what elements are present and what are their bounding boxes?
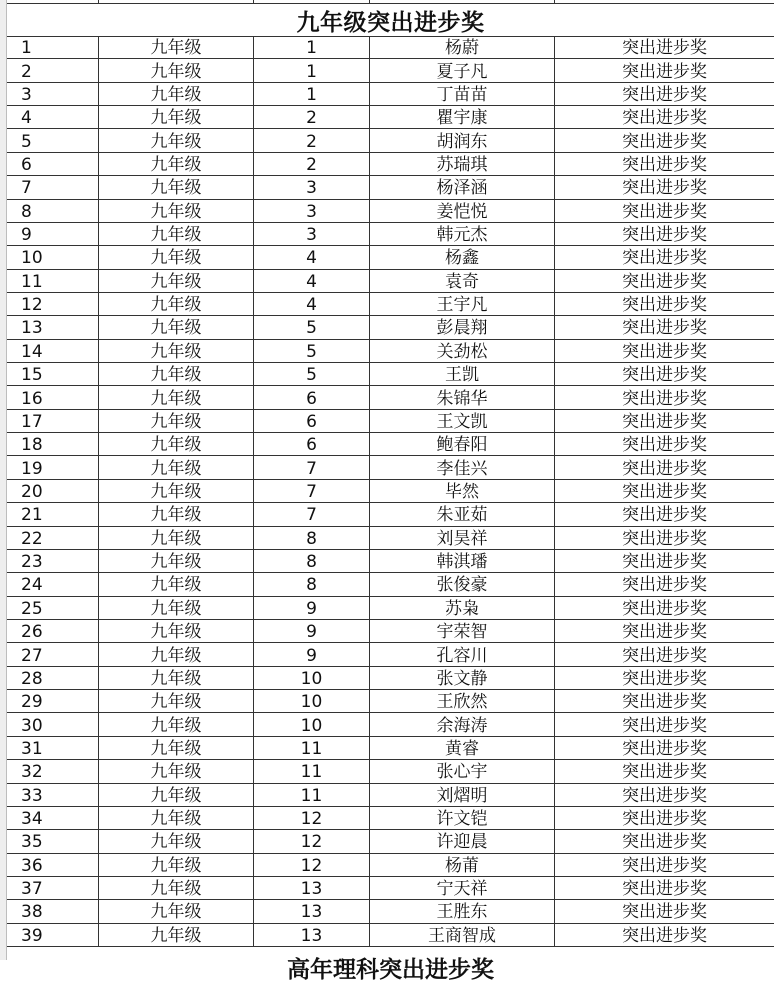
- class-cell[interactable]: 13: [253, 900, 369, 922]
- next-section-title-row[interactable]: [7, 948, 774, 983]
- student-name-cell[interactable]: 李佳兴: [369, 456, 554, 478]
- grade-cell[interactable]: 九年级: [98, 200, 253, 222]
- student-name-cell[interactable]: 张心宇: [369, 760, 554, 782]
- row-number-cell[interactable]: 16: [21, 388, 43, 409]
- student-name-cell[interactable]: 关劲松: [369, 340, 554, 362]
- row-number-cell[interactable]: 18: [21, 435, 43, 456]
- award-cell[interactable]: 突出进步奖: [554, 924, 774, 946]
- row-number-cell[interactable]: 4: [21, 108, 32, 129]
- row-number-cell[interactable]: 31: [21, 738, 43, 759]
- class-cell[interactable]: 10: [253, 713, 369, 735]
- student-name-cell[interactable]: 宁天祥: [369, 877, 554, 899]
- grade-cell[interactable]: 九年级: [98, 573, 253, 595]
- next-section-title: 高年理科突出进步奖: [287, 957, 494, 983]
- table-row[interactable]: [7, 573, 774, 596]
- grade-cell[interactable]: 九年级: [98, 480, 253, 502]
- table-row[interactable]: [7, 760, 774, 783]
- row-number-cell[interactable]: 35: [21, 832, 43, 853]
- student-name-cell[interactable]: 胡润东: [369, 129, 554, 151]
- row-header-gutter: [0, 0, 7, 960]
- student-name-cell[interactable]: 杨泽涵: [369, 176, 554, 198]
- student-name-cell[interactable]: 张文静: [369, 667, 554, 689]
- grade-cell[interactable]: 九年级: [98, 690, 253, 712]
- grade-cell[interactable]: 九年级: [98, 59, 253, 81]
- award-cell[interactable]: 突出进步奖: [554, 59, 774, 81]
- row-number-cell[interactable]: 25: [21, 598, 43, 619]
- grade-cell[interactable]: 九年级: [98, 106, 253, 128]
- table-row[interactable]: [7, 36, 774, 59]
- award-cell[interactable]: 突出进步奖: [554, 363, 774, 385]
- table-row[interactable]: [7, 59, 774, 82]
- row-number-cell[interactable]: 24: [21, 575, 43, 596]
- student-name-cell[interactable]: 余海涛: [369, 713, 554, 735]
- section-title-row[interactable]: [7, 4, 774, 37]
- row-number-cell[interactable]: 13: [21, 318, 43, 339]
- student-name-cell[interactable]: 杨莆: [369, 854, 554, 876]
- award-cell[interactable]: 突出进步奖: [554, 667, 774, 689]
- award-cell[interactable]: 突出进步奖: [554, 527, 774, 549]
- student-name-cell[interactable]: 姜恺悦: [369, 200, 554, 222]
- class-cell[interactable]: 5: [253, 340, 369, 362]
- table-row[interactable]: [7, 480, 774, 503]
- class-cell[interactable]: 2: [253, 106, 369, 128]
- class-cell[interactable]: 9: [253, 643, 369, 665]
- grade-cell[interactable]: 九年级: [98, 129, 253, 151]
- award-cell[interactable]: 突出进步奖: [554, 293, 774, 315]
- student-name-cell[interactable]: 张俊豪: [369, 573, 554, 595]
- row-number-cell[interactable]: 1: [21, 38, 32, 59]
- section-title: 九年级突出进步奖: [296, 9, 485, 36]
- row-number-cell[interactable]: 11: [21, 271, 43, 292]
- class-cell[interactable]: 3: [253, 223, 369, 245]
- class-cell[interactable]: 6: [253, 386, 369, 408]
- student-name-cell[interactable]: 宇荣智: [369, 620, 554, 642]
- grade-cell[interactable]: 九年级: [98, 293, 253, 315]
- class-cell[interactable]: 1: [253, 59, 369, 81]
- grade-cell[interactable]: 九年级: [98, 36, 253, 58]
- row-number-cell[interactable]: 10: [21, 248, 43, 269]
- class-cell[interactable]: 11: [253, 737, 369, 759]
- row-number-cell[interactable]: 38: [21, 902, 43, 923]
- award-cell[interactable]: 突出进步奖: [554, 316, 774, 338]
- class-cell[interactable]: 6: [253, 410, 369, 432]
- class-cell[interactable]: 12: [253, 807, 369, 829]
- grade-cell[interactable]: 九年级: [98, 246, 253, 268]
- table-row[interactable]: [7, 386, 774, 409]
- award-cell[interactable]: 突出进步奖: [554, 83, 774, 105]
- table-row[interactable]: [7, 784, 774, 807]
- table-row[interactable]: [7, 900, 774, 923]
- class-cell[interactable]: 2: [253, 129, 369, 151]
- table-row[interactable]: [7, 410, 774, 433]
- award-cell[interactable]: 突出进步奖: [554, 106, 774, 128]
- table-row[interactable]: [7, 456, 774, 479]
- class-cell[interactable]: 9: [253, 620, 369, 642]
- row-number-cell[interactable]: 32: [21, 762, 43, 783]
- row-number-cell[interactable]: 23: [21, 552, 43, 573]
- award-cell[interactable]: 突出进步奖: [554, 36, 774, 58]
- award-cell[interactable]: 突出进步奖: [554, 737, 774, 759]
- award-cell[interactable]: 突出进步奖: [554, 433, 774, 455]
- row-number-cell[interactable]: 20: [21, 482, 43, 502]
- class-cell[interactable]: 13: [253, 877, 369, 899]
- row-number-cell[interactable]: 6: [21, 154, 32, 175]
- award-cell[interactable]: 突出进步奖: [554, 176, 774, 198]
- row-number-cell[interactable]: 27: [21, 645, 43, 666]
- award-cell[interactable]: 突出进步奖: [554, 854, 774, 876]
- table-row[interactable]: [7, 223, 774, 246]
- row-number-cell[interactable]: 3: [21, 84, 32, 105]
- award-cell[interactable]: 突出进步奖: [554, 246, 774, 268]
- grade-cell[interactable]: 九年级: [98, 527, 253, 549]
- table-row[interactable]: [7, 807, 774, 830]
- table-row[interactable]: [7, 176, 774, 199]
- grade-cell[interactable]: 九年级: [98, 83, 253, 105]
- class-cell[interactable]: 3: [253, 176, 369, 198]
- student-name-cell[interactable]: 王欣然: [369, 690, 554, 712]
- grade-cell[interactable]: 九年级: [98, 386, 253, 408]
- row-number-cell[interactable]: 30: [21, 715, 43, 736]
- student-name-cell[interactable]: 杨鑫: [369, 246, 554, 268]
- row-number-cell[interactable]: 36: [21, 855, 43, 876]
- table-row[interactable]: [7, 527, 774, 550]
- table-row[interactable]: [7, 433, 774, 456]
- grade-cell[interactable]: 九年级: [98, 410, 253, 432]
- grade-cell[interactable]: 九年级: [98, 713, 253, 735]
- student-name-cell[interactable]: 王胜东: [369, 900, 554, 922]
- class-cell[interactable]: 8: [253, 573, 369, 595]
- class-cell[interactable]: 7: [253, 503, 369, 525]
- table-row[interactable]: [7, 854, 774, 877]
- award-cell[interactable]: 突出进步奖: [554, 900, 774, 922]
- grade-cell[interactable]: 九年级: [98, 667, 253, 689]
- grade-cell[interactable]: 九年级: [98, 223, 253, 245]
- row-number-cell[interactable]: 7: [21, 178, 32, 199]
- grade-cell[interactable]: 九年级: [98, 340, 253, 362]
- row-number-cell[interactable]: 37: [21, 879, 43, 900]
- class-cell[interactable]: 4: [253, 270, 369, 292]
- student-name-cell[interactable]: 丁苗苗: [369, 83, 554, 105]
- class-cell[interactable]: 8: [253, 550, 369, 572]
- class-cell[interactable]: 10: [253, 667, 369, 689]
- student-name-cell[interactable]: 许文铠: [369, 807, 554, 829]
- award-cell[interactable]: 突出进步奖: [554, 200, 774, 222]
- class-cell[interactable]: 4: [253, 246, 369, 268]
- award-cell[interactable]: 突出进步奖: [554, 129, 774, 151]
- award-cell[interactable]: 突出进步奖: [554, 877, 774, 899]
- class-cell[interactable]: 6: [253, 433, 369, 455]
- grade-cell[interactable]: 九年级: [98, 643, 253, 665]
- class-cell[interactable]: 5: [253, 363, 369, 385]
- class-cell[interactable]: 7: [253, 480, 369, 502]
- table-row[interactable]: [7, 316, 774, 339]
- grade-cell[interactable]: 九年级: [98, 176, 253, 198]
- row-number-cell[interactable]: 19: [21, 458, 43, 479]
- award-cell[interactable]: 突出进步奖: [554, 713, 774, 735]
- student-name-cell[interactable]: 袁奇: [369, 270, 554, 292]
- grade-cell[interactable]: 九年级: [98, 550, 253, 572]
- award-cell[interactable]: 突出进步奖: [554, 573, 774, 595]
- grade-cell[interactable]: 九年级: [98, 597, 253, 619]
- class-cell[interactable]: 5: [253, 316, 369, 338]
- class-cell[interactable]: 11: [253, 784, 369, 806]
- class-cell[interactable]: 4: [253, 293, 369, 315]
- grade-cell[interactable]: 九年级: [98, 784, 253, 806]
- award-cell[interactable]: 突出进步奖: [554, 340, 774, 362]
- row-number-cell[interactable]: 5: [21, 131, 32, 152]
- table-row[interactable]: [7, 667, 774, 690]
- student-name-cell[interactable]: 韩淇璠: [369, 550, 554, 572]
- grade-cell[interactable]: 九年级: [98, 830, 253, 852]
- table-row[interactable]: [7, 293, 774, 316]
- table-row[interactable]: [7, 129, 774, 152]
- table-row[interactable]: [7, 106, 774, 129]
- table-row[interactable]: [7, 643, 774, 666]
- student-name-cell[interactable]: 王商智成: [369, 924, 554, 946]
- award-cell[interactable]: 突出进步奖: [554, 690, 774, 712]
- table-row[interactable]: [7, 340, 774, 363]
- award-cell[interactable]: 突出进步奖: [554, 550, 774, 572]
- award-cell[interactable]: 突出进步奖: [554, 153, 774, 175]
- grade-cell[interactable]: 九年级: [98, 854, 253, 876]
- class-cell[interactable]: 1: [253, 36, 369, 58]
- student-name-cell[interactable]: 王文凯: [369, 410, 554, 432]
- grade-cell[interactable]: 九年级: [98, 270, 253, 292]
- row-number-cell[interactable]: 21: [21, 505, 43, 526]
- class-cell[interactable]: 2: [253, 153, 369, 175]
- table-row[interactable]: [7, 550, 774, 573]
- row-number-cell[interactable]: 12: [21, 295, 43, 316]
- table-row[interactable]: [7, 83, 774, 106]
- award-cell[interactable]: 突出进步奖: [554, 456, 774, 478]
- table-row[interactable]: [7, 200, 774, 223]
- award-cell[interactable]: 突出进步奖: [554, 223, 774, 245]
- student-name-cell[interactable]: 朱亚茹: [369, 503, 554, 525]
- class-cell[interactable]: 13: [253, 924, 369, 946]
- row-number-cell[interactable]: 39: [21, 925, 43, 946]
- grade-cell[interactable]: 九年级: [98, 900, 253, 922]
- grade-cell[interactable]: 九年级: [98, 363, 253, 385]
- table-row[interactable]: [7, 924, 774, 947]
- award-cell[interactable]: 突出进步奖: [554, 830, 774, 852]
- student-name-cell[interactable]: 许迎晨: [369, 830, 554, 852]
- award-cell[interactable]: 突出进步奖: [554, 620, 774, 642]
- class-cell[interactable]: 7: [253, 456, 369, 478]
- grade-cell[interactable]: 九年级: [98, 620, 253, 642]
- grade-cell[interactable]: 九年级: [98, 760, 253, 782]
- grade-cell[interactable]: 九年级: [98, 924, 253, 946]
- award-cell[interactable]: 突出进步奖: [554, 503, 774, 525]
- class-cell[interactable]: 9: [253, 597, 369, 619]
- grade-cell[interactable]: 九年级: [98, 737, 253, 759]
- award-cell[interactable]: 突出进步奖: [554, 643, 774, 665]
- row-number-cell[interactable]: 15: [21, 365, 43, 386]
- table-row[interactable]: [7, 270, 774, 293]
- table-row[interactable]: [7, 503, 774, 526]
- student-name-cell[interactable]: 瞿宇康: [369, 106, 554, 128]
- grade-cell[interactable]: 九年级: [98, 877, 253, 899]
- table-row[interactable]: [7, 690, 774, 713]
- row-number-cell[interactable]: 9: [21, 225, 32, 246]
- award-cell[interactable]: 突出进步奖: [554, 760, 774, 782]
- class-cell[interactable]: 11: [253, 760, 369, 782]
- class-cell[interactable]: 3: [253, 200, 369, 222]
- student-name-cell[interactable]: 杨蔚: [369, 36, 554, 58]
- grade-cell[interactable]: 九年级: [98, 456, 253, 478]
- table-row[interactable]: [7, 620, 774, 643]
- student-name-cell[interactable]: 夏子凡: [369, 59, 554, 81]
- row-number-cell[interactable]: 33: [21, 785, 43, 806]
- row-number-cell[interactable]: 28: [21, 668, 43, 689]
- class-cell[interactable]: 8: [253, 527, 369, 549]
- student-name-cell[interactable]: 苏枭: [369, 597, 554, 619]
- table-row[interactable]: [7, 830, 774, 853]
- row-number-cell[interactable]: 22: [21, 528, 43, 549]
- award-cell[interactable]: 突出进步奖: [554, 386, 774, 408]
- class-cell[interactable]: 12: [253, 830, 369, 852]
- table-row[interactable]: [7, 737, 774, 760]
- student-name-cell[interactable]: 刘昊祥: [369, 527, 554, 549]
- row-number-cell[interactable]: 17: [21, 411, 43, 432]
- row-number-cell[interactable]: 2: [21, 61, 32, 82]
- table-row[interactable]: [7, 246, 774, 269]
- student-name-cell[interactable]: 朱锦华: [369, 386, 554, 408]
- student-name-cell[interactable]: 鲍春阳: [369, 433, 554, 455]
- class-cell[interactable]: 1: [253, 83, 369, 105]
- award-cell[interactable]: 突出进步奖: [554, 270, 774, 292]
- student-name-cell[interactable]: 王宇凡: [369, 293, 554, 315]
- grade-cell[interactable]: 九年级: [98, 316, 253, 338]
- award-cell[interactable]: 突出进步奖: [554, 597, 774, 619]
- award-cell[interactable]: 突出进步奖: [554, 807, 774, 829]
- award-cell[interactable]: 突出进步奖: [554, 784, 774, 806]
- student-name-cell[interactable]: 孔容川: [369, 643, 554, 665]
- class-cell[interactable]: 12: [253, 854, 369, 876]
- row-number-cell[interactable]: 26: [21, 622, 43, 643]
- student-name-cell[interactable]: 毕然: [369, 480, 554, 502]
- student-name-cell[interactable]: 刘熠明: [369, 784, 554, 806]
- student-name-cell[interactable]: 彭晨翔: [369, 316, 554, 338]
- class-cell[interactable]: 10: [253, 690, 369, 712]
- award-table: [7, 36, 774, 947]
- table-row[interactable]: [7, 597, 774, 620]
- grade-cell[interactable]: 九年级: [98, 503, 253, 525]
- row-number-cell[interactable]: 8: [21, 201, 32, 222]
- table-row[interactable]: [7, 153, 774, 176]
- table-row[interactable]: [7, 877, 774, 900]
- row-number-cell[interactable]: 34: [21, 809, 43, 830]
- grade-cell[interactable]: 九年级: [98, 807, 253, 829]
- award-cell[interactable]: 突出进步奖: [554, 480, 774, 502]
- student-name-cell[interactable]: 韩元杰: [369, 223, 554, 245]
- student-name-cell[interactable]: 黄睿: [369, 737, 554, 759]
- award-cell[interactable]: 突出进步奖: [554, 410, 774, 432]
- row-number-cell[interactable]: 14: [21, 341, 43, 362]
- table-row[interactable]: [7, 363, 774, 386]
- grade-cell[interactable]: 九年级: [98, 153, 253, 175]
- table-row[interactable]: [7, 713, 774, 736]
- student-name-cell[interactable]: 王凯: [369, 363, 554, 385]
- student-name-cell[interactable]: 苏瑞琪: [369, 153, 554, 175]
- row-number-cell[interactable]: 29: [21, 692, 43, 713]
- grade-cell[interactable]: 九年级: [98, 433, 253, 455]
